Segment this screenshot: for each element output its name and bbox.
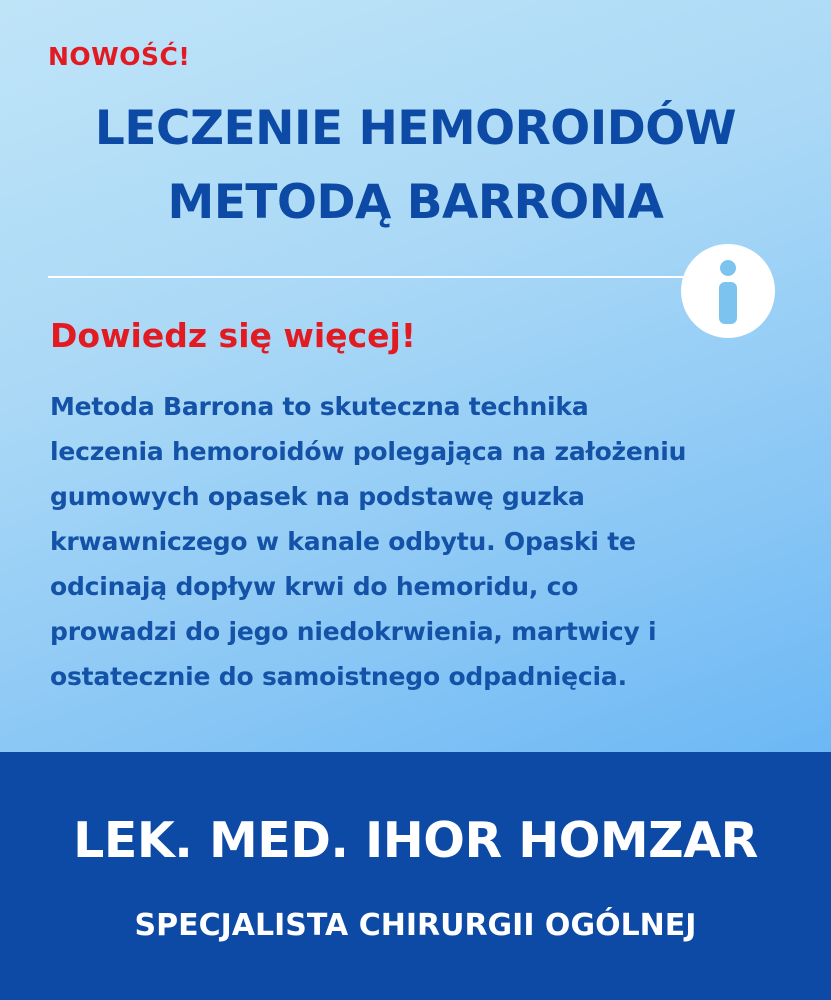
description-line: krwawniczego w kanale odbytu. Opaski te	[50, 527, 636, 556]
headline-line-2: METODĄ BARRONA	[167, 175, 664, 230]
description-line: leczenia hemoroidów polegająca na założeniu	[50, 437, 687, 466]
description-line: gumowych opasek na podstawę guzka	[50, 482, 585, 511]
new-badge: NOWOŚĆ!	[48, 42, 191, 71]
doctor-name: LEK. MED. IHOR HOMZAR	[73, 812, 758, 869]
footer-banner	[0, 752, 831, 1000]
doctor-specialty: SPECJALISTA CHIRURGII OGÓLNEJ	[134, 908, 697, 943]
description-line: odcinają dopływ krwi do hemoridu, co	[50, 572, 579, 601]
description-line: Metoda Barrona to skuteczna technika	[50, 392, 589, 421]
divider	[48, 276, 688, 278]
info-icon	[681, 244, 775, 338]
learn-more-heading: Dowiedz się więcej!	[50, 316, 416, 355]
headline-line-1: LECZENIE HEMOROIDÓW	[94, 101, 737, 156]
description-line: ostatecznie do samoistnego odpadnięcia.	[50, 662, 627, 691]
description-line: prowadzi do jego niedokrwienia, martwicy i	[50, 617, 657, 646]
description-text	[50, 384, 790, 699]
